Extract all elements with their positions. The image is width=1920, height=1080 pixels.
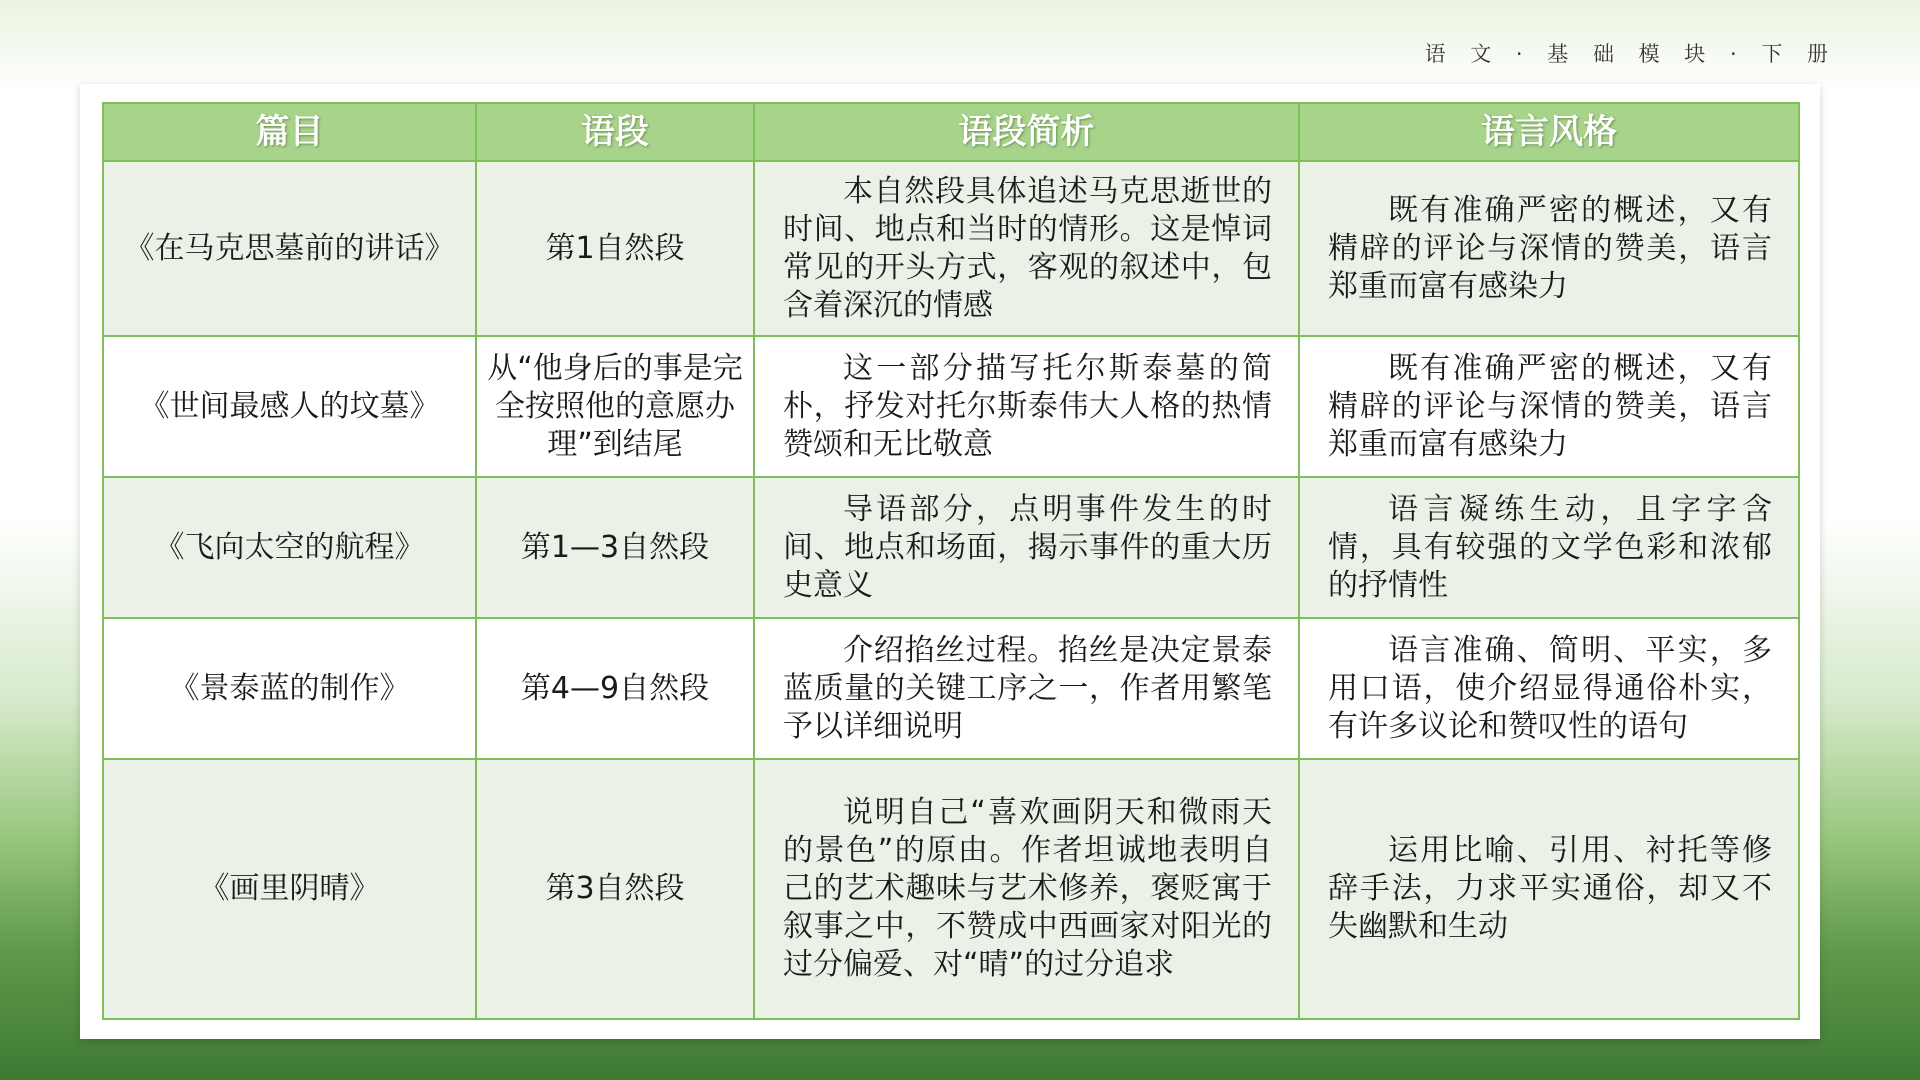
cell-style	[1299, 161, 1799, 336]
table-row	[103, 618, 1799, 759]
table-row	[103, 477, 1799, 618]
cell-title: 《在马克思墓前的讲话》	[103, 161, 476, 336]
table-row	[103, 161, 1799, 336]
cell-style-text: 既有准确严密的概述，又有精辟的评论与深情的赞美，语言郑重而富有感染力	[1328, 192, 1772, 304]
table-card	[80, 84, 1820, 1039]
cell-section: 第1自然段	[476, 161, 754, 336]
text-analysis-table	[102, 102, 1800, 1020]
cell-analysis	[754, 477, 1299, 618]
cell-analysis-text: 本自然段具体追述马克思逝世的时间、地点和当时的情形。这是悼词常见的开头方式，客观的叙述中，包含着深沉的情感	[783, 173, 1272, 323]
cell-analysis	[754, 759, 1299, 1019]
column-header-section: 语段	[476, 103, 754, 161]
cell-analysis-text: 说明自己“喜欢画阴天和微雨天的景色”的原由。作者坦诚地表明自己的艺术趣味与艺术修养，褒贬寓于叙事之中，不赞成中西画家对阳光的过分偏爱、对“晴”的过分追求	[783, 795, 1272, 982]
cell-section: 第4—9自然段	[476, 618, 754, 759]
cell-analysis-text: 这一部分描写托尔斯泰墓的简朴，抒发对托尔斯泰伟大人格的热情赞颂和无比敬意	[783, 350, 1272, 462]
cell-style	[1299, 618, 1799, 759]
cell-analysis-text: 导语部分，点明事件发生的时间、地点和场面，揭示事件的重大历史意义	[783, 491, 1272, 603]
cell-section: 从“他身后的事是完全按照他的意愿办理”到结尾	[476, 336, 754, 477]
cell-title: 《飞向太空的航程》	[103, 477, 476, 618]
cell-title: 《画里阴晴》	[103, 759, 476, 1019]
cell-style	[1299, 477, 1799, 618]
table-row	[103, 759, 1799, 1019]
cell-style	[1299, 336, 1799, 477]
page-header-title: 语 文 · 基 础 模 块 · 下 册	[1424, 42, 1837, 66]
cell-title: 《景泰蓝的制作》	[103, 618, 476, 759]
column-header-title: 篇目	[103, 103, 476, 161]
cell-title: 《世间最感人的坟墓》	[103, 336, 476, 477]
cell-style-text: 运用比喻、引用、衬托等修辞手法，力求平实通俗，却又不失幽默和生动	[1328, 833, 1772, 944]
cell-section: 第3自然段	[476, 759, 754, 1019]
cell-analysis	[754, 336, 1299, 477]
column-header-style: 语言风格	[1299, 103, 1799, 161]
cell-style-text: 既有准确严密的概述，又有精辟的评论与深情的赞美，语言郑重而富有感染力	[1328, 350, 1772, 462]
cell-analysis-text: 介绍掐丝过程。掐丝是决定景泰蓝质量的关键工序之一，作者用繁笔予以详细说明	[783, 632, 1272, 744]
cell-style	[1299, 759, 1799, 1019]
table-row	[103, 336, 1799, 477]
column-header-analysis: 语段简析	[754, 103, 1299, 161]
cell-style-text: 语言凝练生动，且字字含情，具有较强的文学色彩和浓郁的抒情性	[1328, 491, 1772, 603]
cell-section: 第1—3自然段	[476, 477, 754, 618]
table-header-row	[103, 103, 1799, 161]
cell-style-text: 语言准确、简明、平实，多用口语，使介绍显得通俗朴实，有许多议论和赞叹性的语句	[1328, 632, 1772, 744]
cell-analysis	[754, 161, 1299, 336]
cell-analysis	[754, 618, 1299, 759]
